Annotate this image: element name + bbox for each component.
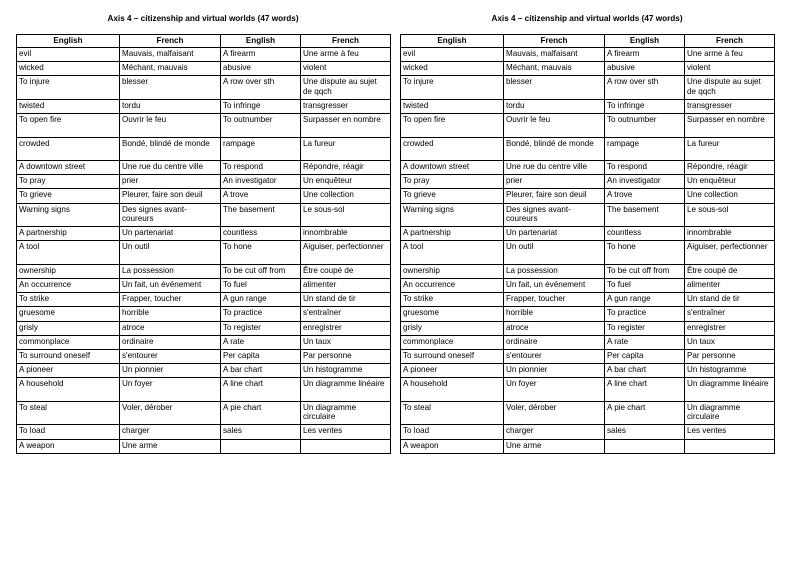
english-term: To practice	[221, 307, 301, 321]
french-translation: violent	[685, 62, 775, 76]
vocab-sheet-right	[400, 14, 774, 454]
english-term: A household	[401, 378, 504, 402]
french-translation: Un outil	[120, 241, 221, 265]
header-english: English	[605, 35, 685, 48]
table-row	[17, 349, 391, 363]
english-term: To steal	[401, 401, 504, 425]
french-translation: horrible	[504, 307, 605, 321]
english-term: To practice	[605, 307, 685, 321]
french-translation: Une arme	[120, 439, 221, 453]
french-translation: Le sous-sol	[685, 203, 775, 227]
table-row	[401, 349, 775, 363]
english-term: abusive	[221, 62, 301, 76]
french-translation: violent	[301, 62, 391, 76]
english-term: To fuel	[221, 279, 301, 293]
english-term: ownership	[401, 264, 504, 278]
table-row	[17, 425, 391, 439]
english-term: To fuel	[605, 279, 685, 293]
english-term: A row over sth	[221, 76, 301, 100]
english-term: rampage	[605, 137, 685, 161]
table-row	[17, 241, 391, 265]
english-term: An investigator	[221, 175, 301, 189]
english-term: To outnumber	[605, 114, 685, 138]
english-term: wicked	[401, 62, 504, 76]
table-row	[17, 48, 391, 62]
english-term: To injure	[17, 76, 120, 100]
english-term: A gun range	[221, 293, 301, 307]
english-term: Warning signs	[17, 203, 120, 227]
french-translation: Les ventes	[685, 425, 775, 439]
english-term: To surround oneself	[401, 349, 504, 363]
french-translation: Ouvrir le feu	[504, 114, 605, 138]
french-translation: Un stand de tir	[685, 293, 775, 307]
english-term: A pie chart	[605, 401, 685, 425]
french-translation: Voler, dérober	[504, 401, 605, 425]
french-translation	[685, 439, 775, 453]
french-translation: Les ventes	[301, 425, 391, 439]
french-translation: Un enquêteur	[301, 175, 391, 189]
french-translation: ordinaire	[120, 335, 221, 349]
french-translation: Un histogramme	[301, 364, 391, 378]
french-translation: prier	[120, 175, 221, 189]
english-term: To hone	[221, 241, 301, 265]
french-translation: Des signes avant-coureurs	[120, 203, 221, 227]
french-translation: horrible	[120, 307, 221, 321]
french-translation: Une dispute au sujet de qqch	[301, 76, 391, 100]
french-translation: Une arme à feu	[301, 48, 391, 62]
table-row	[17, 264, 391, 278]
french-translation: Bondé, blindé de monde	[504, 137, 605, 161]
table-row	[17, 321, 391, 335]
french-translation: prier	[504, 175, 605, 189]
table-row	[17, 439, 391, 453]
table-row	[401, 279, 775, 293]
table-row	[401, 189, 775, 203]
french-translation: Un fait, un événement	[504, 279, 605, 293]
table-row	[401, 161, 775, 175]
english-term: A firearm	[605, 48, 685, 62]
english-term: To infringe	[605, 99, 685, 113]
header-french: French	[301, 35, 391, 48]
table-row	[17, 189, 391, 203]
french-translation: Un fait, un événement	[120, 279, 221, 293]
vocab-table	[400, 34, 775, 454]
english-term: gruesome	[17, 307, 120, 321]
french-translation: Un diagramme linéaire	[301, 378, 391, 402]
english-term: To steal	[17, 401, 120, 425]
french-translation: Une collection	[685, 189, 775, 203]
french-translation: Un partenariat	[504, 227, 605, 241]
french-translation: Frapper, toucher	[120, 293, 221, 307]
french-translation: La possession	[120, 264, 221, 278]
french-translation: s'entourer	[120, 349, 221, 363]
english-term: commonplace	[401, 335, 504, 349]
english-term: crowded	[401, 137, 504, 161]
english-term: countless	[605, 227, 685, 241]
french-translation: Un diagramme circulaire	[685, 401, 775, 425]
english-term: To pray	[401, 175, 504, 189]
french-translation: alimenter	[301, 279, 391, 293]
english-term: To be cut off from	[605, 264, 685, 278]
english-term: A line chart	[221, 378, 301, 402]
table-row	[401, 321, 775, 335]
french-translation: Un partenariat	[120, 227, 221, 241]
french-translation: s'entourer	[504, 349, 605, 363]
english-term: A partnership	[17, 227, 120, 241]
english-term: twisted	[17, 99, 120, 113]
english-term: abusive	[605, 62, 685, 76]
french-translation: Un pionnier	[120, 364, 221, 378]
table-row	[17, 307, 391, 321]
french-translation: La fureur	[301, 137, 391, 161]
french-translation: La fureur	[685, 137, 775, 161]
french-translation: Un outil	[504, 241, 605, 265]
french-translation: Un diagramme linéaire	[685, 378, 775, 402]
table-row	[401, 227, 775, 241]
english-term: A firearm	[221, 48, 301, 62]
header-english: English	[221, 35, 301, 48]
french-translation: transgresser	[301, 99, 391, 113]
french-translation: tordu	[120, 99, 221, 113]
french-translation: Une dispute au sujet de qqch	[685, 76, 775, 100]
table-row	[401, 293, 775, 307]
table-row	[401, 425, 775, 439]
english-term: To open fire	[17, 114, 120, 138]
english-term: Per capita	[605, 349, 685, 363]
header-english: English	[17, 35, 120, 48]
french-translation: tordu	[504, 99, 605, 113]
table-row	[17, 137, 391, 161]
french-translation: innombrable	[301, 227, 391, 241]
english-term: A household	[17, 378, 120, 402]
table-row	[401, 48, 775, 62]
english-term: To load	[401, 425, 504, 439]
english-term: gruesome	[401, 307, 504, 321]
french-translation: Un taux	[685, 335, 775, 349]
header-french: French	[120, 35, 221, 48]
sheet-title: Axis 4 – citizenship and virtual worlds (47 words)	[491, 14, 683, 23]
french-translation: alimenter	[685, 279, 775, 293]
english-term: A tool	[401, 241, 504, 265]
table-row	[17, 175, 391, 189]
french-translation: Ouvrir le feu	[120, 114, 221, 138]
english-term: sales	[605, 425, 685, 439]
english-term: To register	[221, 321, 301, 335]
header-french: French	[504, 35, 605, 48]
english-term: A partnership	[401, 227, 504, 241]
french-translation: Pleurer, faire son deuil	[504, 189, 605, 203]
table-row	[401, 439, 775, 453]
table-row	[17, 378, 391, 402]
table-row	[401, 114, 775, 138]
english-term: To grieve	[401, 189, 504, 203]
english-term: evil	[401, 48, 504, 62]
table-row	[401, 99, 775, 113]
french-translation: Répondre, réagir	[301, 161, 391, 175]
english-term: A pioneer	[401, 364, 504, 378]
english-term: A downtown street	[17, 161, 120, 175]
french-translation: Un pionnier	[504, 364, 605, 378]
french-translation: Le sous-sol	[301, 203, 391, 227]
english-term: A pioneer	[17, 364, 120, 378]
english-term: The basement	[221, 203, 301, 227]
french-translation: Aiguiser, perfectionner	[685, 241, 775, 265]
french-translation: s'entraîner	[685, 307, 775, 321]
french-translation: Méchant, mauvais	[120, 62, 221, 76]
header-english: English	[401, 35, 504, 48]
english-term: A line chart	[605, 378, 685, 402]
french-translation: Surpasser en nombre	[685, 114, 775, 138]
english-term: To load	[17, 425, 120, 439]
french-translation: charger	[504, 425, 605, 439]
french-translation: enregistrer	[685, 321, 775, 335]
french-translation: Mauvais, malfaisant	[504, 48, 605, 62]
table-row	[17, 279, 391, 293]
french-translation: Frapper, toucher	[504, 293, 605, 307]
english-term	[221, 439, 301, 453]
french-translation: charger	[120, 425, 221, 439]
english-term: A bar chart	[605, 364, 685, 378]
vocab-table	[16, 34, 391, 454]
english-term: To strike	[17, 293, 120, 307]
english-term: A weapon	[401, 439, 504, 453]
english-term	[605, 439, 685, 453]
sheet-title: Axis 4 – citizenship and virtual worlds (47 words)	[107, 14, 299, 23]
french-translation: Une collection	[301, 189, 391, 203]
french-translation: blesser	[120, 76, 221, 100]
english-term: A rate	[221, 335, 301, 349]
table-row	[17, 401, 391, 425]
french-translation: enregistrer	[301, 321, 391, 335]
table-row	[401, 335, 775, 349]
table-row	[17, 227, 391, 241]
english-term: A weapon	[17, 439, 120, 453]
english-term: commonplace	[17, 335, 120, 349]
table-row	[17, 62, 391, 76]
french-translation: Un foyer	[504, 378, 605, 402]
english-term: To grieve	[17, 189, 120, 203]
french-translation: innombrable	[685, 227, 775, 241]
english-term: Warning signs	[401, 203, 504, 227]
english-term: evil	[17, 48, 120, 62]
english-term: To open fire	[401, 114, 504, 138]
french-translation: Un stand de tir	[301, 293, 391, 307]
french-translation: Une rue du centre ville	[120, 161, 221, 175]
vocab-rows	[17, 48, 391, 454]
english-term: To hone	[605, 241, 685, 265]
table-row	[17, 99, 391, 113]
table-row	[401, 137, 775, 161]
english-term: To surround oneself	[17, 349, 120, 363]
english-term: countless	[221, 227, 301, 241]
french-translation: La possession	[504, 264, 605, 278]
header-row	[17, 35, 391, 48]
english-term: A tool	[17, 241, 120, 265]
french-translation: transgresser	[685, 99, 775, 113]
french-translation: s'entraîner	[301, 307, 391, 321]
table-row	[401, 175, 775, 189]
french-translation: Une arme à feu	[685, 48, 775, 62]
french-translation: Un histogramme	[685, 364, 775, 378]
vocab-rows	[401, 48, 775, 454]
english-term: A row over sth	[605, 76, 685, 100]
french-translation: Un foyer	[120, 378, 221, 402]
vocab-sheet-left	[16, 14, 390, 454]
french-translation: Un enquêteur	[685, 175, 775, 189]
french-translation: atroce	[504, 321, 605, 335]
french-translation: Par personne	[685, 349, 775, 363]
table-row	[17, 114, 391, 138]
table-row	[401, 241, 775, 265]
english-term: A downtown street	[401, 161, 504, 175]
french-translation: Une rue du centre ville	[504, 161, 605, 175]
english-term: twisted	[401, 99, 504, 113]
french-translation: Par personne	[301, 349, 391, 363]
french-translation: Être coupé de	[685, 264, 775, 278]
french-translation: Un taux	[301, 335, 391, 349]
english-term: An occurrence	[17, 279, 120, 293]
english-term: Per capita	[221, 349, 301, 363]
english-term: A bar chart	[221, 364, 301, 378]
english-term: To respond	[605, 161, 685, 175]
english-term: A trove	[221, 189, 301, 203]
table-row	[17, 76, 391, 100]
table-row	[17, 203, 391, 227]
french-translation: Être coupé de	[301, 264, 391, 278]
english-term: An occurrence	[401, 279, 504, 293]
english-term: To strike	[401, 293, 504, 307]
table-row	[17, 335, 391, 349]
french-translation: atroce	[120, 321, 221, 335]
french-translation: Un diagramme circulaire	[301, 401, 391, 425]
english-term: wicked	[17, 62, 120, 76]
table-row	[17, 364, 391, 378]
header-french: French	[685, 35, 775, 48]
english-term: To respond	[221, 161, 301, 175]
french-translation: Bondé, blindé de monde	[120, 137, 221, 161]
table-row	[401, 364, 775, 378]
french-translation: Mauvais, malfaisant	[120, 48, 221, 62]
french-translation: Surpasser en nombre	[301, 114, 391, 138]
table-row	[401, 203, 775, 227]
french-translation: Voler, dérober	[120, 401, 221, 425]
table-row	[401, 76, 775, 100]
french-translation: ordinaire	[504, 335, 605, 349]
table-row	[401, 62, 775, 76]
table-row	[17, 293, 391, 307]
english-term: grisly	[17, 321, 120, 335]
english-term: crowded	[17, 137, 120, 161]
french-translation: Une arme	[504, 439, 605, 453]
english-term: To outnumber	[221, 114, 301, 138]
english-term: rampage	[221, 137, 301, 161]
french-translation: Aiguiser, perfectionner	[301, 241, 391, 265]
french-translation: blesser	[504, 76, 605, 100]
table-row	[401, 307, 775, 321]
english-term: A trove	[605, 189, 685, 203]
header-row	[401, 35, 775, 48]
english-term: To be cut off from	[221, 264, 301, 278]
english-term: To infringe	[221, 99, 301, 113]
table-row	[17, 161, 391, 175]
english-term: grisly	[401, 321, 504, 335]
english-term: A gun range	[605, 293, 685, 307]
french-translation: Répondre, réagir	[685, 161, 775, 175]
table-row	[401, 401, 775, 425]
french-translation: Pleurer, faire son deuil	[120, 189, 221, 203]
table-row	[401, 378, 775, 402]
table-row	[401, 264, 775, 278]
english-term: ownership	[17, 264, 120, 278]
english-term: A rate	[605, 335, 685, 349]
english-term: A pie chart	[221, 401, 301, 425]
english-term: An investigator	[605, 175, 685, 189]
english-term: To injure	[401, 76, 504, 100]
english-term: To register	[605, 321, 685, 335]
french-translation	[301, 439, 391, 453]
english-term: To pray	[17, 175, 120, 189]
english-term: The basement	[605, 203, 685, 227]
french-translation: Des signes avant-coureurs	[504, 203, 605, 227]
english-term: sales	[221, 425, 301, 439]
french-translation: Méchant, mauvais	[504, 62, 605, 76]
